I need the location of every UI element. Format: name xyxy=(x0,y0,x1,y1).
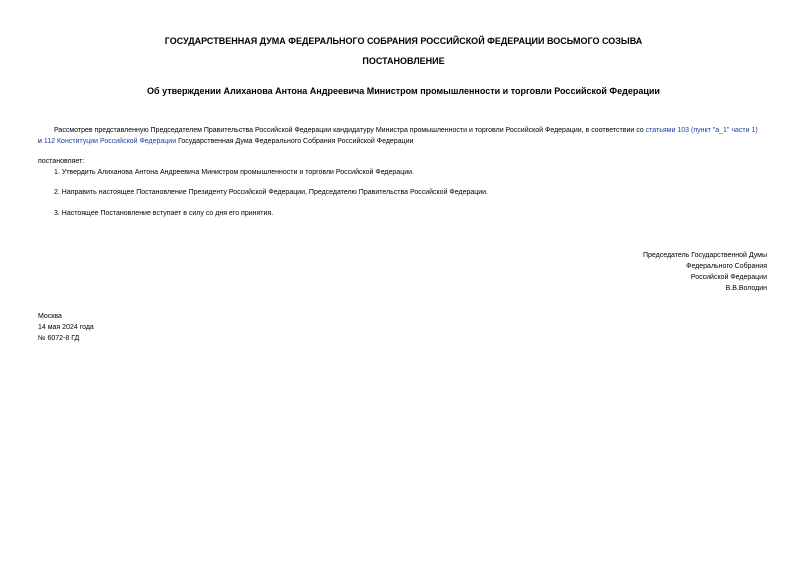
preamble-text: Рассмотрев представленную Председателем Правительства Российской Федерации кандидатуру Министра промышленности и торговли Российской Федерации, в соответствии со xyxy=(54,127,646,134)
signature-block xyxy=(643,250,767,294)
preamble-text-end: Государственная Дума Федерального Собрания Российской Федерации xyxy=(176,138,414,145)
footer-city: Москва xyxy=(38,313,62,320)
signature-name: В.В.Володин xyxy=(725,285,767,292)
document-title: Об утверждении Алиханова Антона Андреевича Министром промышленности и торговли Российской Федерации xyxy=(147,86,660,96)
preamble-line-2 xyxy=(38,136,413,147)
footer-number: № 6072-8 ГД xyxy=(38,335,80,342)
link-constitution[interactable]: Конституции Российской Федерации xyxy=(56,138,177,145)
resolution-item-1: 1. Утвердить Алиханова Антона Андреевича Министром промышленности и торговли Российской Федерации. xyxy=(54,169,414,176)
signature-line-1: Председатель Государственной Думы xyxy=(642,252,767,259)
signature-line-2: Федерального Собрания xyxy=(686,263,767,270)
preamble-line-1 xyxy=(54,125,758,136)
preamble-text-and: и xyxy=(38,138,44,145)
resolution-item-3: 3. Настоящее Постановление вступает в силу со дня его принятия. xyxy=(54,210,274,217)
resolves-label: постановляет: xyxy=(38,158,85,165)
link-article-112[interactable]: 112 xyxy=(43,138,56,145)
footer-date: 14 мая 2024 года xyxy=(38,324,94,331)
document-type-heading: ПОСТАНОВЛЕНИЕ xyxy=(362,56,445,66)
link-article-103[interactable]: статьями 103 xyxy=(645,127,690,134)
authority-heading: ГОСУДАРСТВЕННАЯ ДУМА ФЕДЕРАЛЬНОГО СОБРАНИЯ РОССИЙСКОЙ ФЕДЕРАЦИИ ВОСЬМОГО СОЗЫВА xyxy=(164,36,643,46)
resolution-item-2: 2. Направить настоящее Постановление Президенту Российской Федерации, Председателю Правительства Российской Федерации. xyxy=(54,189,489,196)
signature-line-3: Российской Федерации xyxy=(690,274,767,281)
link-article-103-point[interactable]: (пункт "а_1" части 1) xyxy=(690,127,758,134)
